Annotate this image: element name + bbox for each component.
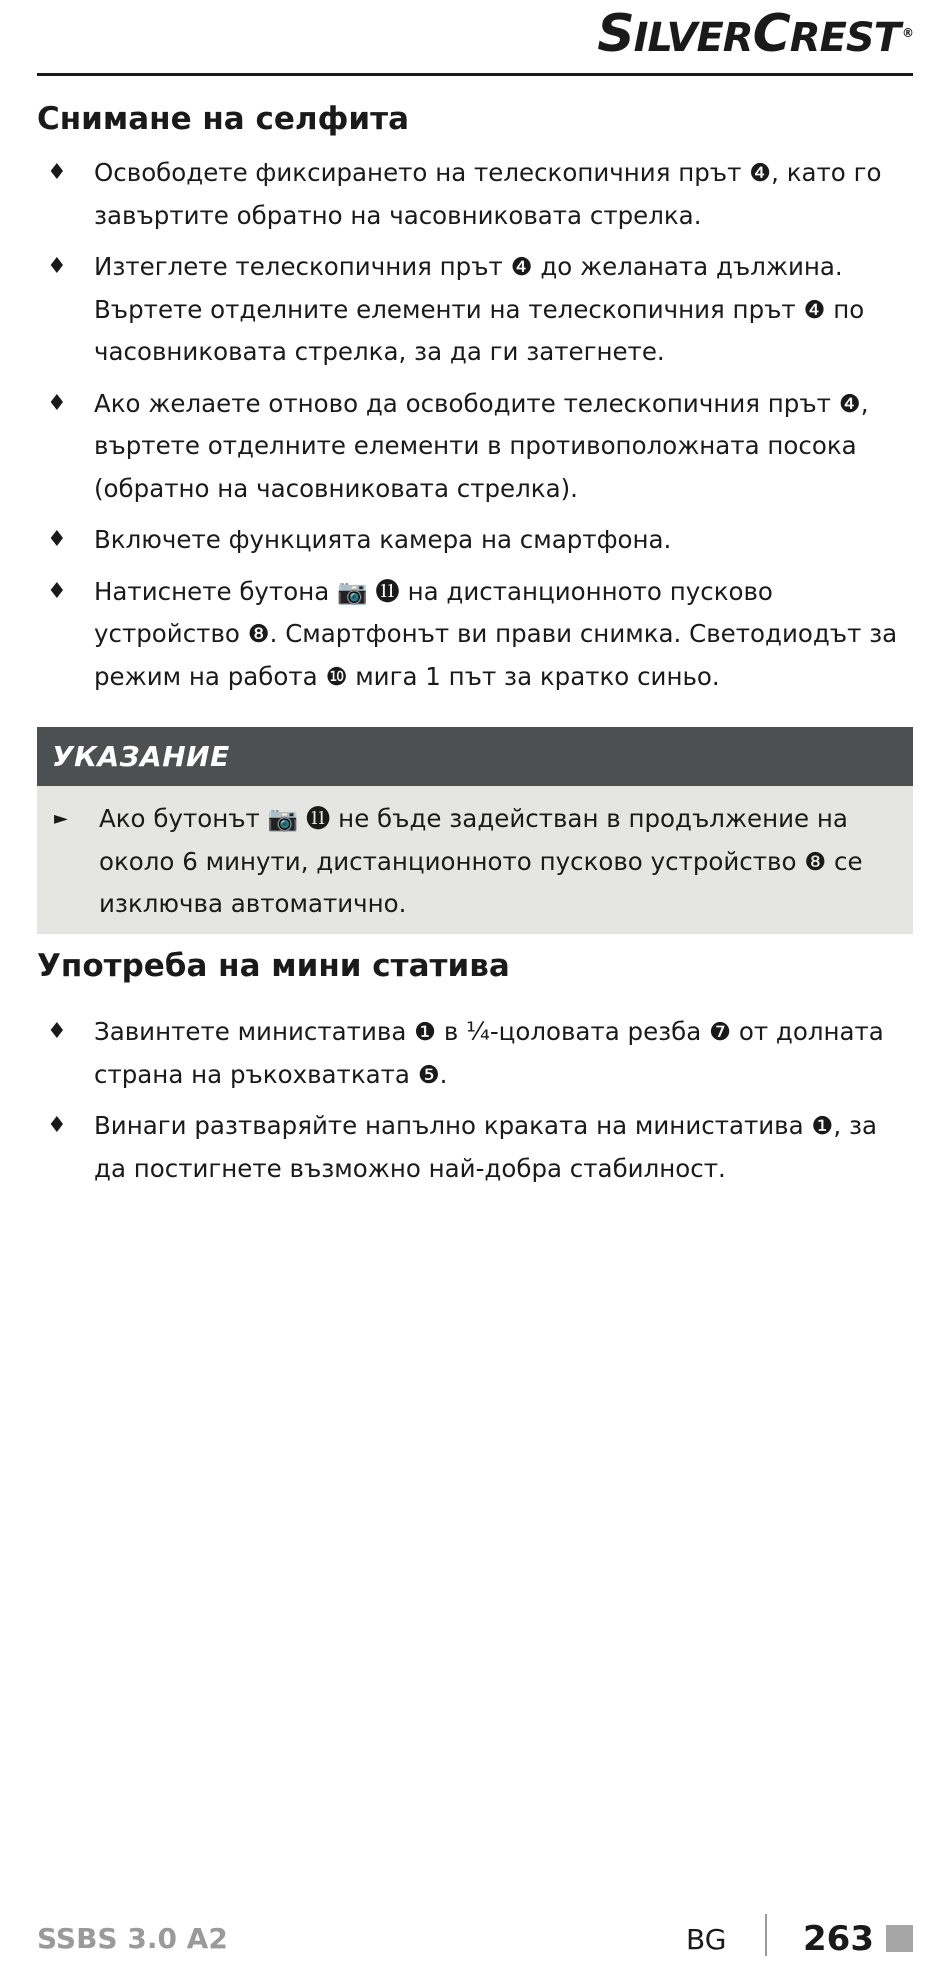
diamond-bullet-icon: ♦: [47, 160, 67, 185]
list-item: ♦ Изтеглете телескопичния прът ❹ до желаната дължина. Въртете отделните елементи на телескопичния прът ❹ по часовниковата стрелка, за да ги затегнете.: [37, 246, 913, 374]
list-item: ♦ Освободете фиксирането на телескопичния прът ❹, като го завъртите обратно на часовниковата стрелка.: [37, 152, 913, 237]
diamond-bullet-icon: ♦: [47, 1113, 67, 1138]
arrow-bullet-icon: ►: [54, 808, 68, 829]
diamond-bullet-icon: ♦: [47, 1019, 67, 1044]
diamond-bullet-icon: ♦: [47, 390, 67, 416]
list-item: ♦ Ако желаете отново да освободите телескопичния прът ❹, въртете отделните елементи в противоположната посока (обратно на часовниковата стрелка).: [37, 383, 913, 511]
note-text: Ако бутонът 📷 ⓫ не бъде задействан в продължение на около 6 минути, дистанционното пусково устройство ❽ се изключва автоматично.: [99, 804, 863, 918]
diamond-bullet-icon: ♦: [47, 578, 67, 604]
note-body: [37, 786, 913, 926]
model-number: SSBS 3.0 A2: [37, 1922, 228, 1955]
header-divider: [37, 73, 913, 76]
list-item: ♦ Включете функцията камера на смартфона.: [37, 519, 913, 562]
page-marker-square: [886, 1925, 913, 1952]
list-item: ♦ Винаги разтваряйте напълно краката на министатива ❶, за да постигнете възможно най-добра стабилност.: [37, 1105, 913, 1190]
section-title-mini-tripod: Употреба на мини статива: [37, 948, 510, 984]
page-number: 263: [803, 1919, 874, 1959]
language-code: BG: [686, 1923, 727, 1956]
section-title-selfie: Снимане на селфита: [37, 101, 409, 137]
footer-divider: [765, 1914, 767, 1956]
manual-page: [37, 0, 913, 1962]
diamond-bullet-icon: ♦: [47, 254, 67, 279]
list-item: ♦ Завинтете министатива ❶ в ¼-цоловата резба ❼ от долната страна на ръкохватката ❺.: [37, 1011, 913, 1096]
selfie-steps-list: [37, 152, 913, 707]
list-item: ♦ Натиснете бутона 📷 ⓫ на дистанционното пусково устройство ❽. Смартфонът ви прави снимка. Светодиодът за режим на работа ❿ мига 1 път за кратко синьо.: [37, 571, 913, 699]
tripod-steps-list: [37, 1011, 913, 1199]
diamond-bullet-icon: ♦: [47, 527, 67, 552]
silvercrest-logo: SILVERCREST ®: [597, 4, 913, 64]
note-box: [37, 727, 913, 934]
note-title: УКАЗАНИЕ: [37, 727, 913, 786]
